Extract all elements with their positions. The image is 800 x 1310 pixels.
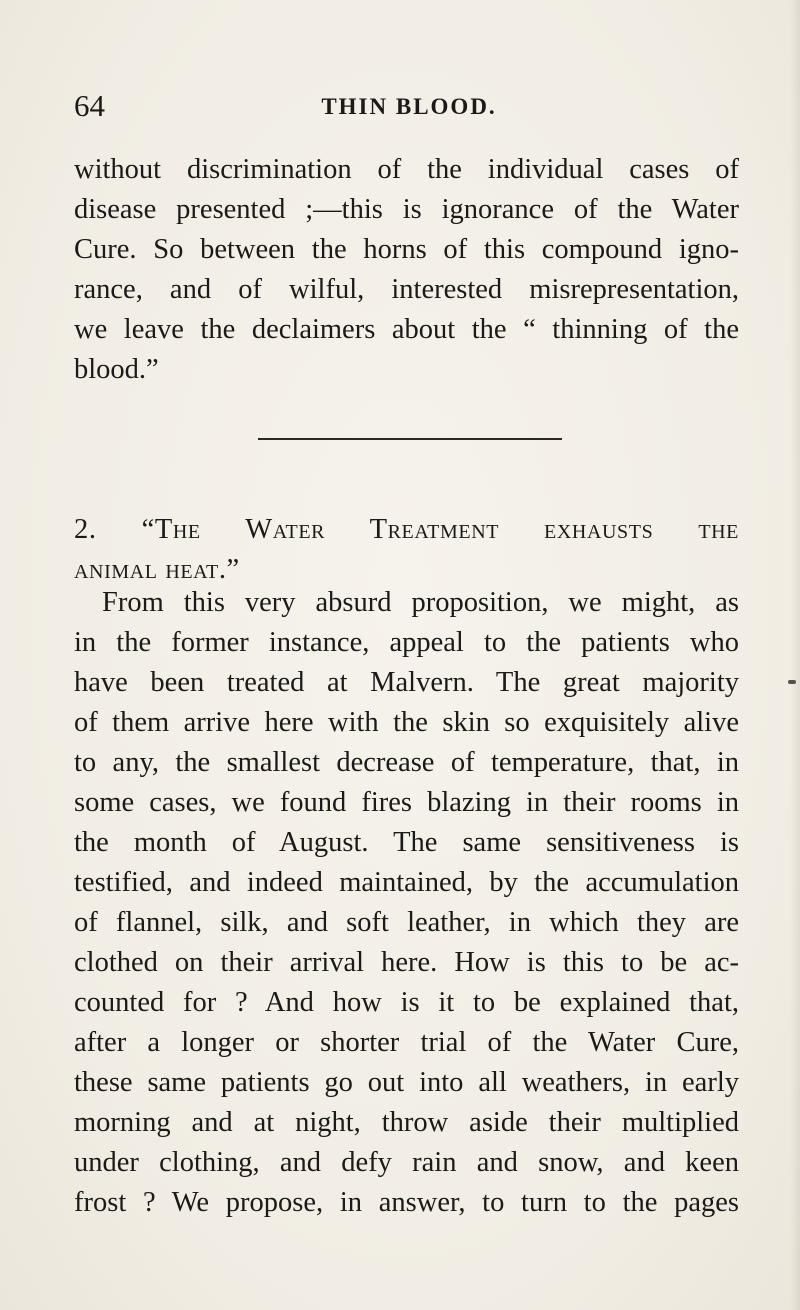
- text-line: after a longer or shorter trial of the Water Cure,: [74, 1027, 739, 1058]
- text-line: in the former instance, appeal to the patients who: [74, 627, 739, 658]
- text-line: From this very absurd proposition, we might, as: [102, 587, 739, 618]
- section-divider: [258, 438, 562, 440]
- text-line: under clothing, and defy rain and snow, and keen: [74, 1147, 739, 1178]
- text-line: to any, the smallest decrease of temperature, that, in: [74, 747, 739, 778]
- text-line: have been treated at Malvern. The great majority: [74, 667, 739, 698]
- running-head: THIN BLOOD.: [321, 94, 497, 119]
- text-line: without discrimination of the individual cases of: [74, 154, 739, 185]
- text-line: disease presented ;—this is ignorance of the Water: [74, 194, 739, 225]
- text-line: frost ? We propose, in answer, to turn to the pages: [74, 1187, 739, 1218]
- section-heading: [74, 510, 739, 590]
- section-heading-line: animal heat.”: [74, 554, 240, 585]
- text-line: these same patients go out into all weathers, in early: [74, 1067, 739, 1098]
- text-line: counted for ? And how is it to be explained that,: [74, 987, 739, 1018]
- text-line: some cases, we found fires blazing in their rooms in: [74, 787, 739, 818]
- text-line: of them arrive here with the skin so exquisitely alive: [74, 707, 739, 738]
- text-line: of flannel, silk, and soft leather, in which they are: [74, 907, 739, 938]
- text-line: Cure. So between the horns of this compound igno-: [74, 234, 739, 265]
- text-line: rance, and of wilful, interested misrepresentation,: [74, 274, 739, 305]
- page-number: 64: [74, 88, 105, 123]
- paragraph-1: [74, 150, 739, 390]
- text-line: testified, and indeed maintained, by the accumulation: [74, 867, 739, 898]
- text-line: blood.”: [74, 354, 159, 385]
- page-header: [74, 88, 744, 124]
- text-line: we leave the declaimers about the “ thinning of the: [74, 314, 739, 345]
- paragraph-2: [74, 583, 739, 1223]
- page-edge-shadow: [790, 0, 800, 1310]
- text-line: morning and at night, throw aside their multiplied: [74, 1107, 739, 1138]
- scan-speck: [788, 680, 796, 684]
- text-line: clothed on their arrival here. How is this to be ac-: [74, 947, 739, 978]
- section-heading-line: 2. “The Water Treatment exhausts the: [74, 514, 739, 545]
- text-line: the month of August. The same sensitiveness is: [74, 827, 739, 858]
